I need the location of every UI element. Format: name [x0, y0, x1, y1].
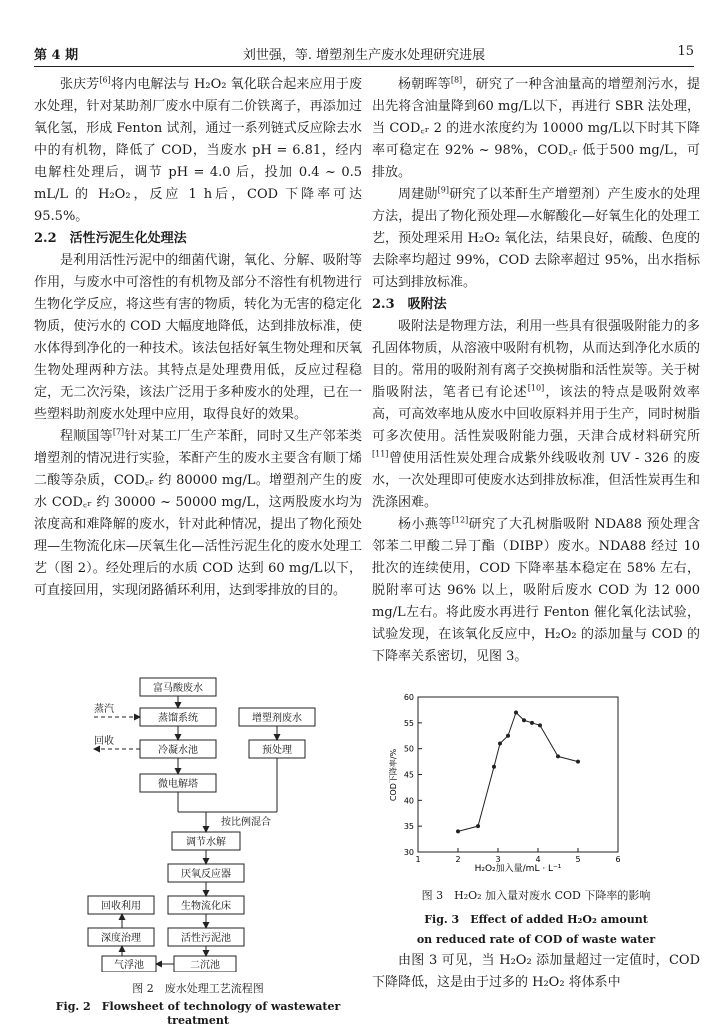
y-tick-label: 45 [403, 770, 414, 780]
paragraph: 程顺国等[7]针对某工厂生产苯酐，同时又生产邻苯类增塑剂的情况进行实验，苯酐产生的废水主要含有顺丁烯二酸等杂质，COD꜀ᵣ 约 80000 mg/L。增塑剂产生的废水 COD꜀ᵣ 约 30000 ~ 50000 mg/L，这两股废水均为浓度高和难降解的废水，针对此种情况，提出了物化预处理—生物流化床—厌氧生化—活性污泥生化的废水处理工艺（图 2）。经处理后的水质 COD 达到 60 mg/L以下，可直接回用，实现闭路循环利用，达到零排放的目的。 [34, 427, 362, 598]
citation: [7] [112, 427, 125, 437]
paragraph: 由图 3 可见，当 H₂O₂ 添加量超过一定值时，COD 下降降低，这是由于过多的 H₂O₂ 将体系中 [372, 953, 700, 990]
figure-2-caption-en: Fig. 2 Flowsheet of technology of wastewater treatment [55, 1000, 341, 1027]
node-label: 微电解塔 [158, 779, 198, 790]
data-point [556, 754, 560, 758]
node-label: 回收 [94, 736, 114, 747]
y-tick-label: 35 [403, 822, 414, 832]
node-label: 回收利用 [101, 901, 141, 912]
x-tick-label: 1 [415, 855, 421, 864]
data-point [538, 723, 542, 727]
node-label: 增塑剂废水 [252, 713, 302, 724]
node-label: 活性污泥池 [181, 933, 231, 944]
left-column [34, 74, 362, 602]
figure-2 [34, 672, 362, 1027]
node-label: 厌氧反应器 [181, 869, 231, 880]
data-point [576, 760, 580, 764]
figure-2-caption-cn: 图 2 废水处理工艺流程图 [132, 982, 264, 995]
node-label: 二沉池 [190, 960, 220, 971]
node-label: 深度治理 [101, 933, 141, 944]
series-line [458, 713, 578, 832]
header-rule [34, 66, 694, 67]
data-point [530, 721, 534, 725]
running-title: 刘世强，等. 增塑剂生产废水处理研究进展 [242, 48, 486, 63]
citation: [11] [372, 449, 389, 459]
y-tick-label: 40 [403, 796, 414, 806]
citation: [6] [99, 75, 111, 85]
x-tick-label: 6 [615, 855, 621, 864]
cod-chart [372, 675, 700, 875]
y-tick-label: 60 [403, 693, 414, 702]
citation: [10] [527, 383, 545, 393]
section-heading: 2.2 活性污泥生化处理法 [34, 231, 187, 246]
node-label: 调节水解 [186, 837, 226, 848]
y-tick-label: 30 [403, 848, 414, 857]
data-point [522, 718, 526, 722]
node-label: 生物流化床 [181, 901, 231, 912]
paragraph: 杨朝晖等[8]，研究了一种含油量高的增塑剂污水，提出先将含油量降到60 mg/L以下，再进行 SBR 法处理，当 COD꜀ᵣ 2 的进水浓度约为 10000 mg/L以下时其下降率可稳定在 92% ~ 98%，COD꜀ᵣ 低于500 mg/L，可排放。 [372, 75, 700, 180]
running-header [34, 44, 694, 66]
node-label: 冷凝水池 [158, 745, 198, 756]
right-column [372, 74, 700, 668]
citation: [9] [437, 185, 449, 195]
y-axis-label: COD下降率/% [389, 748, 398, 802]
data-point [506, 734, 510, 738]
y-tick-label: 55 [403, 718, 414, 728]
flowsheet-diagram [34, 672, 362, 972]
node-label: 富马酸废水 [153, 683, 203, 694]
paragraph: 杨小燕等[12]研究了大孔树脂吸附 NDA88 预处理含邻苯二甲酸二异丁酯（DIBP）废水。NDA88 经过 10 批次的连续使用，COD 下降率基本稳定在 58% 左右，脱附率可达 96% 以上，吸附后废水 COD 为 12 000 mg/L左右。将此废水再进行 Fenton 催化氧化法试验，试验发现，在该氧化反应中，H₂O₂ 的添加量与 COD 的下降率关系密切，见图 3。 [372, 515, 700, 664]
paragraph: 周建勋[9]研究了以苯酐生产增塑剂）产生废水的处理方法，提出了物化预处理—水解酸化—好氧生化的处理工艺，预处理采用 H₂O₂ 氧化法，结果良好，硫酸、色度的去除率均超过 99%，COD 去除率超过 95%，出水指标可达到排放标准。 [372, 185, 700, 290]
data-point [514, 711, 518, 715]
page-number: 15 [677, 44, 694, 59]
figure-3-caption-cn: 图 3 H₂O₂ 加入量对废水 COD 下降率的影响 [421, 889, 651, 902]
paragraph: 吸附法是物理方法，利用一些具有很强吸附能力的多孔固体物质，从溶液中吸附有机物，从而达到净化水质的目的。常用的吸附剂有离子交换树脂和活性炭等。关于树脂吸附法，笔者已有论述[10]，该法的特点是吸附效率高，可高效率地从废水中回收原料并用于生产，同时树脂可多次使用。活性炭吸附能力强，天津合成材料研究所[11]曾使用活性炭处理合成紫外线吸收剂 UV - 326 的废水，一次处理即可使废水达到排放标准，但活性炭再生和洗涤困难。 [372, 319, 700, 510]
y-tick-label: 50 [403, 744, 414, 754]
data-point [492, 765, 496, 769]
paragraph: 是利用活性污泥中的细菌代谢，氧化、分解、吸附等作用，与废水中可溶性的有机物及部分不溶性有机物进行生物化学反应，将这些有害的物质，转化为无害的稳定化物质，使污水的 COD 大幅度地降低，达到排放标准，使水体得到净化的一种技术。该法包括好氧生物处理和厌氧生物处理两种方法。其特点是处理费用低，反应过程稳定，无二次污染，该法广泛用于多种废水的处理，已在一些塑料助剂废水处理中应用，取得良好的效果。 [34, 253, 362, 422]
issue-number: 第 4 期 [34, 48, 79, 63]
node-label: 蒸馏系统 [158, 713, 198, 724]
x-tick-label: 5 [575, 855, 581, 864]
data-point [498, 742, 502, 746]
x-axis-label: H₂O₂加入量/mL · L⁻¹ [474, 864, 562, 874]
node-label: 蒸汽 [94, 704, 114, 715]
node-label: 预处理 [262, 745, 292, 756]
x-tick-label: 2 [455, 855, 461, 864]
citation: [12] [451, 515, 469, 525]
figure-3-caption-en: Fig. 3 Effect of added H₂O₂ amount [424, 913, 648, 926]
figure-3-caption-en: on reduced rate of COD of waste water [416, 933, 656, 946]
citation: [8] [450, 75, 463, 85]
paragraph: 张庆芳[6]将内电解法与 H₂O₂ 氧化联合起来应用于废水处理，针对某助剂厂废水中原有二价铁离子，再添加过氧化氢，形成 Fenton 试剂，通过一系列链式反应除去水中的有机物，降低了 COD，当废水 pH = 6.81，经内电解柱处理后，调节 pH = 4.0 后，投加 0.4 ~ 0.5 mL/L 的 H₂O₂，反应 1 h后，COD 下降率可达 95.5%。 [34, 75, 362, 224]
x-tick-label: 3 [495, 855, 501, 864]
data-point [476, 824, 480, 828]
plot-frame [418, 697, 618, 852]
section-heading: 2.3 吸附法 [372, 297, 447, 312]
x-tick-label: 4 [535, 855, 541, 864]
node-label: 按比例混合 [221, 817, 271, 828]
figure-3 [372, 675, 700, 946]
data-point [456, 829, 460, 833]
node-label: 气浮池 [114, 960, 144, 971]
